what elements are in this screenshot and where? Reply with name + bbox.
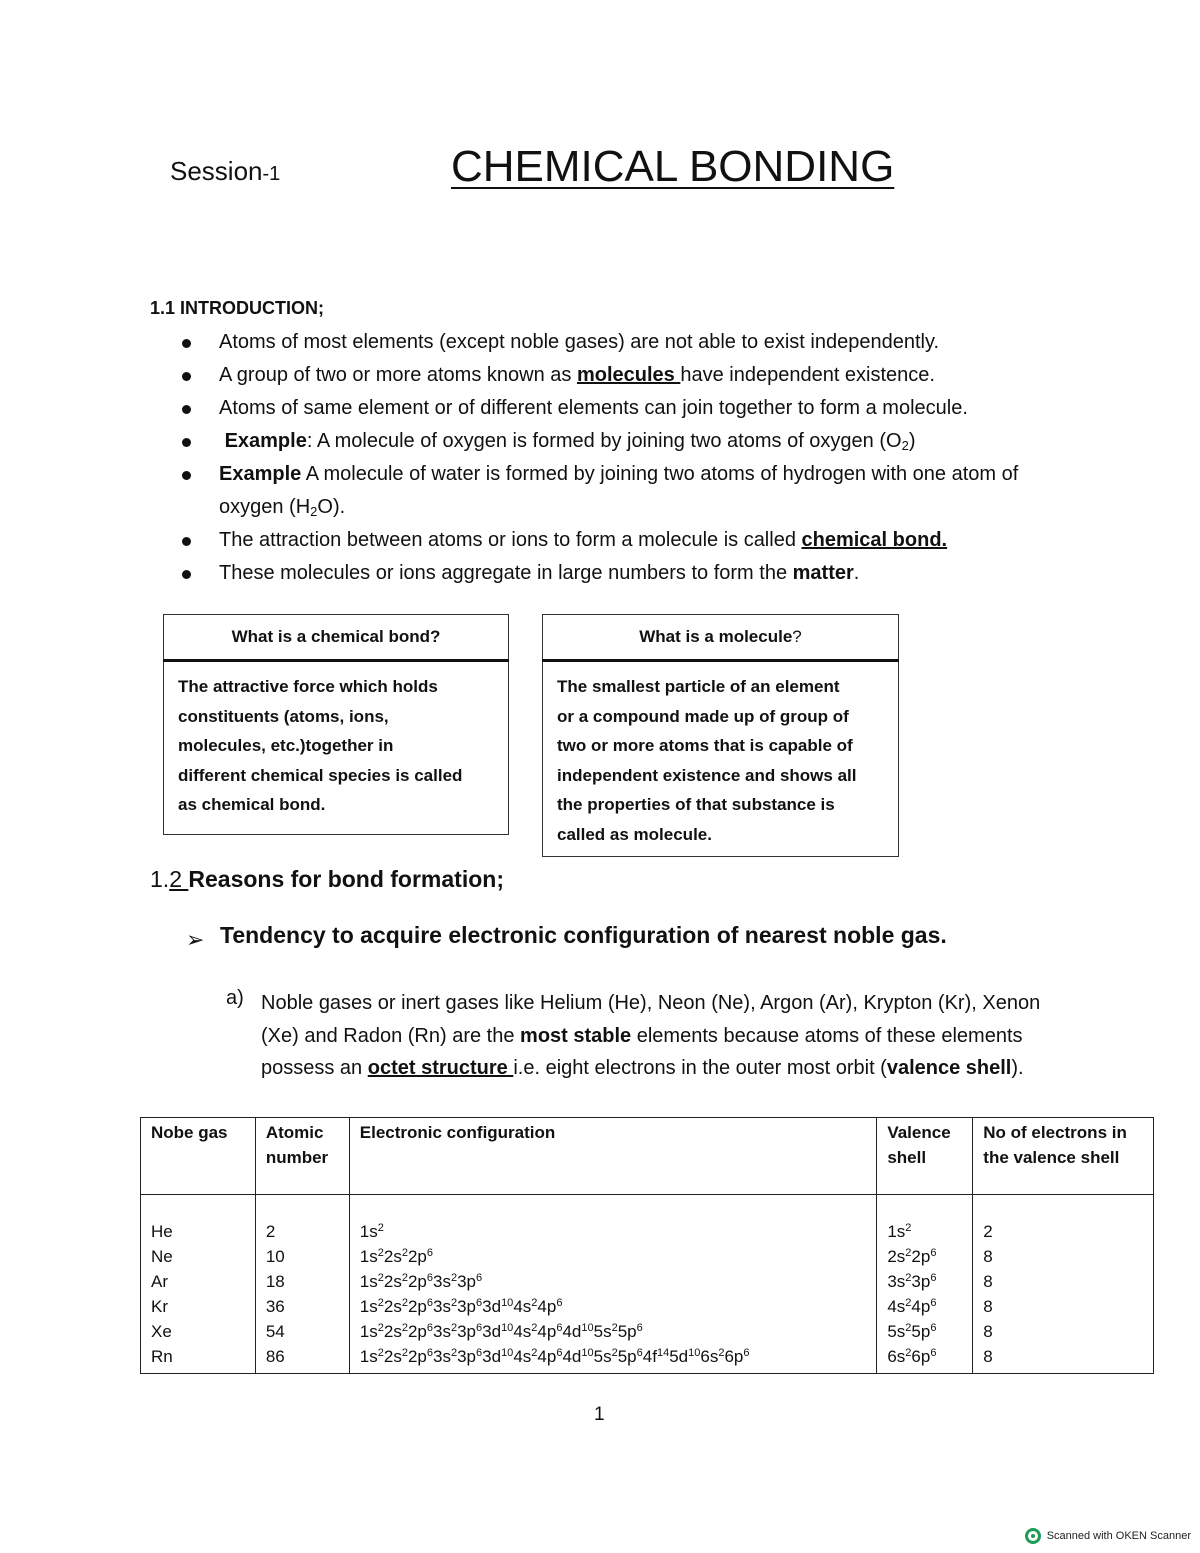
list-item: Example A molecule of water is formed by joining two atoms of hydrogen with one atom of oxygen $(H_2O)$. — [180, 458, 1060, 524]
bullet-icon — [182, 438, 191, 447]
molecules-term: molecules — [576, 364, 681, 386]
octet-structure-term: octet structure — [367, 1057, 514, 1079]
noble-gas-table — [140, 1117, 1154, 1374]
list-item: Atoms of most elements (except noble gases) are not able to exist independently. — [180, 326, 1060, 359]
electron-config: $1s^22s^22p^6$ — [359, 1247, 433, 1266]
valence-shell-column — [877, 1195, 973, 1374]
bullet-icon — [182, 471, 191, 480]
list-item: A group of two or more atoms known as molecules have independent existence. — [180, 359, 1060, 392]
chemical-bond-box-heading: What is a chemical bond? — [231, 627, 441, 646]
session-number: -1 — [262, 163, 281, 185]
section-heading-reasons: 1.2 Reasons for bond formation; — [150, 866, 504, 892]
chemical-bond-term: chemical bond. — [801, 529, 948, 551]
electron-count-column: 2 8 8 8 8 8 — [973, 1195, 1154, 1374]
electron-config: $1s^22s^22p^63s^23p^63d^{10}4s^24p^6$ — [359, 1297, 563, 1316]
page-title: CHEMICAL BONDING — [451, 142, 895, 191]
header-valence-shell: Valence shell — [877, 1118, 973, 1195]
scanner-watermark: Scanned with OKEN Scanner — [1025, 1528, 1191, 1544]
table-header-row — [141, 1118, 1154, 1195]
list-item: Atoms of same element or of different elements can join together to form a molecule. — [180, 392, 1060, 425]
bullet-icon — [182, 537, 191, 546]
valence-config: $5s^25p^6$ — [887, 1322, 937, 1341]
molecule-box-body: The smallest particle of an element or a compound made up of group of two or more atoms that is capable of independent existence and shows all the properties of that substance is called as molecule. — [557, 677, 857, 844]
atomic-number-column: 2 10 18 36 54 86 — [255, 1195, 349, 1374]
valence-config: $6s^26p^6$ — [887, 1347, 937, 1366]
configuration-column — [349, 1195, 877, 1374]
gas-column: He Ne Ar Kr Xe Rn — [141, 1195, 256, 1374]
electron-config: $1s^22s^22p^63s^23p^63d^{10}4s^24p^64d^{10}5s^25p^6$ — [359, 1322, 643, 1341]
valence-config: $3s^23p^6$ — [887, 1272, 937, 1291]
header-electron-count: No of electrons in the valence shell — [973, 1118, 1154, 1195]
noble-gas-paragraph: Noble gases or inert gases like Helium (He), Neon (Ne), Argon (Ar), Krypton (Kr), Xenon (Xe) and Radon (Rn) are the most stable elements because atoms of these elements possess an octet structure i.e. eight electrons in the outer most orbit (valence shell). — [261, 992, 1041, 1079]
bullet-icon — [182, 339, 191, 348]
intro-heading: 1.1 INTRODUCTION; — [150, 298, 325, 318]
list-item: Example: A molecule of oxygen is formed by joining two atoms of oxygen $(O_2)$ — [180, 425, 1060, 458]
header-atomic-number: Atomic number — [255, 1118, 349, 1195]
tendency-subheading: Tendency to acquire electronic configuration of nearest noble gas. — [220, 922, 947, 948]
header-gas: Nobe gas — [141, 1118, 256, 1195]
page-number: 1 — [594, 1404, 605, 1425]
table-row — [141, 1195, 1154, 1374]
arrow-bullet-icon: ➢ — [186, 927, 205, 952]
molecule-definition-box — [542, 614, 899, 857]
bullet-icon — [182, 372, 191, 381]
session-label: Session-1 — [170, 156, 281, 186]
electron-config: $1s^2$ — [359, 1222, 384, 1241]
chemical-bond-definition-box — [163, 614, 509, 835]
scanner-logo-icon — [1025, 1528, 1041, 1544]
header-configuration: Electronic configuration — [349, 1118, 877, 1195]
valence-config: $1s^2$ — [887, 1222, 912, 1241]
electron-config: $1s^22s^22p^63s^23p^63d^{10}4s^24p^64d^{10}5s^25p^64f^{14}5d^{10}6s^26p^6$ — [359, 1347, 750, 1366]
intro-bullet-list — [180, 326, 1060, 590]
bullet-icon — [182, 570, 191, 579]
list-item: The attraction between atoms or ions to form a molecule is called chemical bond. — [180, 524, 1060, 557]
valence-config: $4s^24p^6$ — [887, 1297, 937, 1316]
para-a-label: a) — [226, 987, 244, 1009]
electron-config: $1s^22s^22p^63s^23p^6$ — [359, 1272, 483, 1291]
molecule-box-heading: What is a molecule ? — [639, 627, 802, 646]
chemical-bond-box-body: The attractive force which holds constituents (atoms, ions, molecules, etc.)together in different chemical species is called as chemical bond. — [178, 677, 463, 815]
bullet-icon — [182, 405, 191, 414]
list-item: These molecules or ions aggregate in large numbers to form the matter. — [180, 557, 1060, 590]
valence-config: $2s^22p^6$ — [887, 1247, 937, 1266]
